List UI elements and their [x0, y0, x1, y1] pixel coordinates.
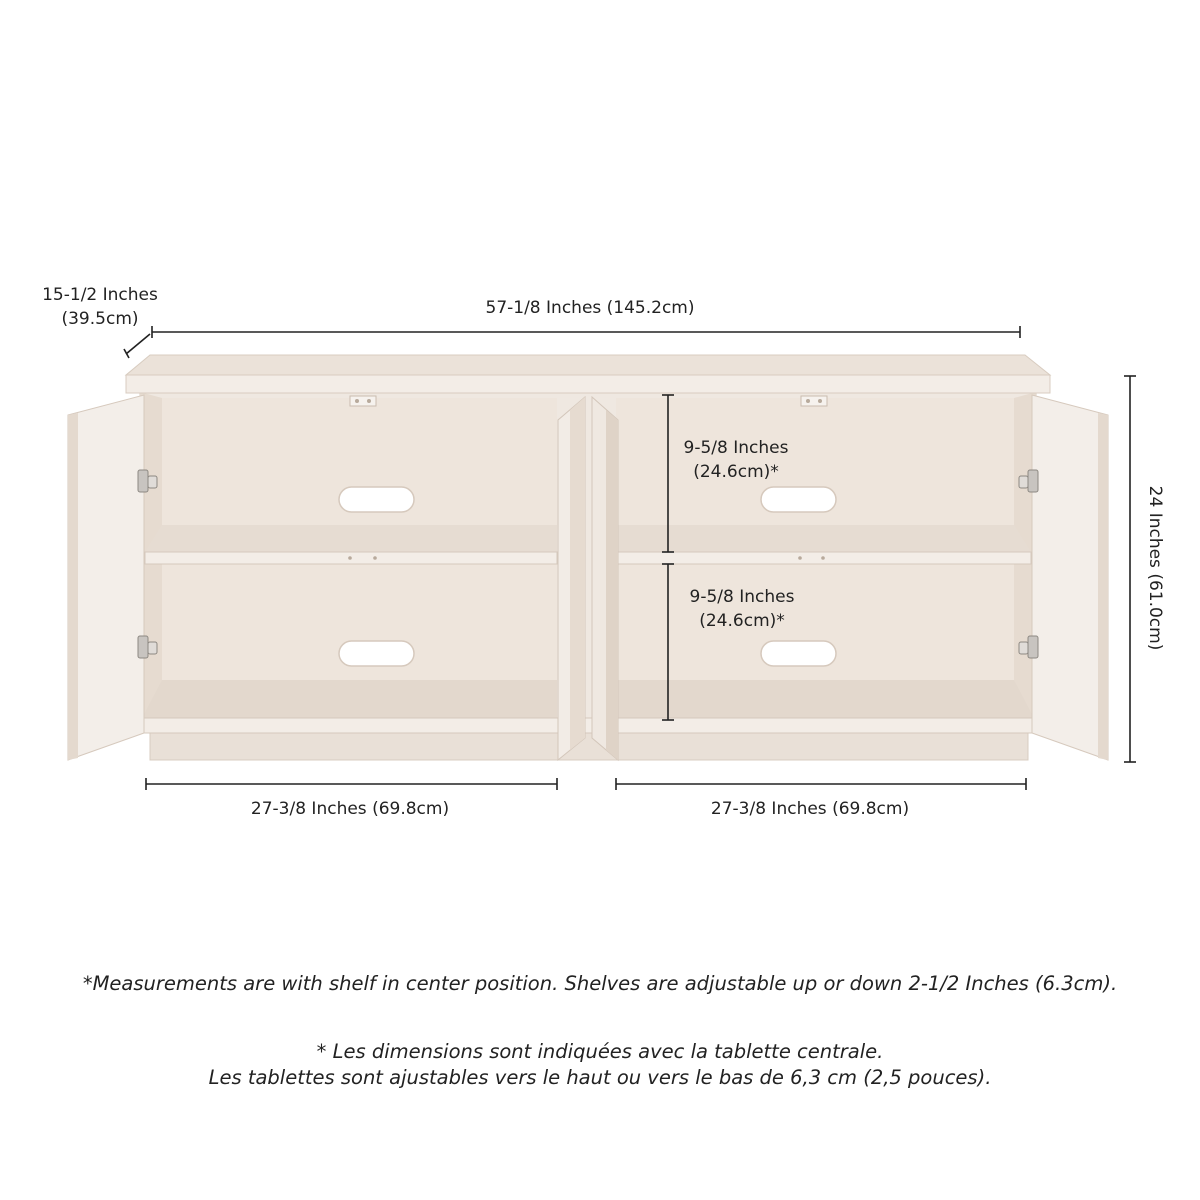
right-section-dimension-line	[616, 778, 1026, 790]
upper-shelf-label	[666, 436, 806, 484]
height-label: 24 Inches (61.0cm)	[1145, 485, 1165, 651]
width-dimension-line	[152, 326, 1020, 338]
wall-bracket-right	[801, 396, 827, 406]
upper-shelf-imperial: 9-5/8 Inches	[683, 438, 789, 458]
note-french-line2: Les tablettes sont ajustables vers le haut ou vers le bas de 6,3 cm (2,5 pouces).	[208, 1066, 992, 1089]
wall-bracket-left	[350, 396, 376, 406]
lower-shelf-imperial: 9-5/8 Inches	[689, 587, 795, 607]
cable-hole-upper-right	[761, 487, 836, 512]
cable-hole-upper-left	[339, 487, 414, 512]
cabinet-plinth	[150, 733, 1028, 760]
upper-shelf-metric: (24.6cm)*	[693, 462, 779, 482]
note-english: *Measurements are with shelf in center position. Shelves are adjustable up or down 2-1/2 Inches (6.3cm).	[82, 972, 1118, 995]
top-panel	[126, 355, 1050, 393]
depth-dimension-line	[124, 334, 150, 358]
depth-label	[20, 283, 180, 331]
cable-hole-lower-left	[339, 641, 414, 666]
right-door-open	[1032, 395, 1108, 760]
width-label: 57-1/8 Inches (145.2cm)	[485, 298, 695, 318]
height-dimension-line	[1124, 376, 1136, 762]
depth-imperial: 15-1/2 Inches	[42, 285, 158, 305]
middle-shelf-right	[616, 525, 1031, 564]
note-french-line1: * Les dimensions sont indiquées avec la tablette centrale.	[316, 1040, 884, 1063]
cable-hole-lower-right	[761, 641, 836, 666]
lower-shelf-metric: (24.6cm)*	[699, 611, 785, 631]
right-section-label: 27-3/8 Inches (69.8cm)	[710, 799, 910, 819]
center-right-door	[592, 397, 618, 760]
center-left-door	[558, 397, 585, 760]
left-section-dimension-line	[146, 778, 557, 790]
depth-metric: (39.5cm)	[61, 309, 139, 329]
left-section-label: 27-3/8 Inches (69.8cm)	[250, 799, 450, 819]
lower-shelf-label	[672, 585, 812, 633]
middle-shelf-left	[145, 525, 557, 564]
left-door-open	[68, 395, 144, 760]
